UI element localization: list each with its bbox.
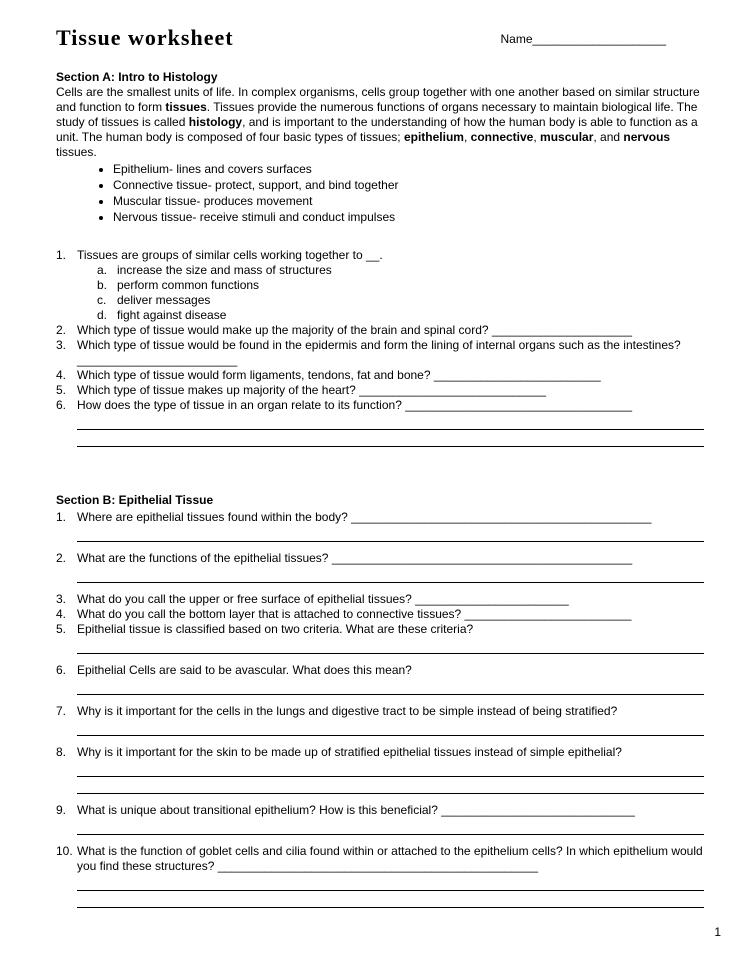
question-text: Where are epithelial tissues found within the body? _____________________________________________	[77, 510, 652, 524]
answer-line	[77, 874, 704, 891]
question-text: Which type of tissue would make up the majority of the brain and spinal cord? _____________________	[77, 323, 633, 337]
question-text: Why is it important for the cells in the lungs and digestive tract to be simple instead of being stratified?	[77, 704, 618, 718]
answer-line	[77, 566, 704, 583]
intro-bold-connective: connective	[470, 130, 534, 144]
question-number: 1.	[56, 510, 67, 524]
question-number: 8.	[56, 745, 67, 759]
question-body	[77, 663, 704, 695]
question-body	[77, 745, 704, 794]
answer-line	[77, 891, 704, 908]
option-b	[97, 278, 704, 293]
answer-line	[77, 637, 704, 654]
question-text: What do you call the upper or free surface of epithelial tissues? _______________________	[77, 592, 569, 606]
question-number: 1.	[56, 248, 67, 262]
question-body	[77, 551, 704, 583]
question-number: 5.	[56, 622, 67, 636]
question-a2	[56, 323, 704, 338]
question-b7	[56, 704, 704, 736]
question-text: How does the type of tissue in an organ relate to its function? __________________________________	[77, 398, 633, 412]
question-b1	[56, 510, 704, 542]
option-text: fight against disease	[117, 308, 227, 322]
answer-line	[77, 678, 704, 695]
section-b-heading: Section B: Epithelial Tissue	[56, 493, 214, 507]
question-a6	[56, 398, 704, 447]
intro-bold-tissues: tissues	[165, 100, 207, 114]
question-body	[77, 338, 704, 368]
list-item-muscular: • Muscular tissue- produces movement	[113, 194, 704, 209]
question-number: 10.	[56, 844, 73, 858]
question-text: Which type of tissue would be found in the epidermis and form the lining of internal organs such as the intestines? ________________________	[77, 338, 681, 367]
question-number: 9.	[56, 803, 67, 817]
question-body	[77, 704, 704, 736]
intro-text: ,	[533, 130, 541, 144]
option-a	[97, 263, 704, 278]
option-text: increase the size and mass of structures	[117, 263, 332, 277]
question-text: What is unique about transitional epithelium? How is this beneficial? _____________________________	[77, 803, 635, 817]
option-text: deliver messages	[117, 293, 211, 307]
question-body	[77, 248, 704, 323]
name-field	[501, 32, 667, 47]
page-number: 1	[714, 925, 721, 939]
question-body	[77, 622, 704, 654]
intro-text: , and	[593, 130, 624, 144]
question-b2	[56, 551, 704, 583]
question-b6	[56, 663, 704, 695]
question-b10	[56, 844, 704, 908]
section-a-intro	[56, 85, 704, 160]
question-a1	[56, 248, 704, 323]
name-label: Name	[500, 32, 533, 46]
answer-line	[77, 525, 704, 542]
question-b5	[56, 622, 704, 654]
intro-bold-muscular: muscular	[540, 130, 594, 144]
question-text: Epithelial Cells are said to be avascular. What does this mean?	[77, 663, 412, 677]
question-number: 4.	[56, 607, 67, 621]
question-number: 4.	[56, 368, 67, 382]
question-text: What are the functions of the epithelial tissues? _____________________________________________	[77, 551, 633, 565]
question-b9	[56, 803, 704, 835]
answer-line	[77, 777, 704, 794]
intro-text: tissues.	[56, 145, 97, 159]
list-item-nervous: • Nervous tissue- receive stimuli and conduct impulses	[113, 210, 704, 225]
question-a4	[56, 368, 704, 383]
question-number: 7.	[56, 704, 67, 718]
answer-line	[77, 760, 704, 777]
header	[56, 26, 704, 50]
option-c	[97, 293, 704, 308]
question-body	[77, 383, 704, 398]
question-b4	[56, 607, 704, 622]
answer-line	[77, 430, 704, 447]
question-number: 5.	[56, 383, 67, 397]
question-number: 6.	[56, 398, 67, 412]
section-b-questions	[56, 510, 704, 908]
question-body	[77, 607, 704, 622]
question-a3	[56, 338, 704, 368]
intro-text: . Tissues provide the numerous functions of organs necessary to maintain biological life. The study of tissues is called	[56, 100, 698, 129]
question-text: Epithelial tissue is classified based on two criteria. What are these criteria?	[77, 622, 474, 636]
option-text: perform common functions	[117, 278, 260, 292]
question-text: Why is it important for the skin to be made up of stratified epithelial tissues instead of simple epithelial?	[77, 745, 622, 759]
question-text: What is the function of goblet cells and cilia found within or attached to the epithelium cells? In which epithelium would you find these structures? ________________________________________________	[77, 844, 703, 873]
question-number: 2.	[56, 323, 67, 337]
question-body	[77, 368, 704, 383]
section-a-heading: Section A: Intro to Histology	[56, 70, 218, 84]
question-number: 2.	[56, 551, 67, 565]
name-blank-line: ____________________	[532, 32, 666, 46]
question-b8	[56, 745, 704, 794]
intro-bold-nervous: nervous	[623, 130, 671, 144]
answer-line	[77, 818, 704, 835]
intro-bold-histology: histology	[188, 115, 243, 129]
intro-text: ,	[463, 130, 471, 144]
option-letter: c.	[97, 293, 107, 307]
option-letter: a.	[97, 263, 108, 277]
answer-line	[77, 719, 704, 736]
question-b3	[56, 592, 704, 607]
intro-text: , and is important to the understanding of how the human body is able to function as a unit. The human body is composed of four basic types of tissues;	[56, 115, 698, 144]
answer-line	[77, 413, 704, 430]
question-body	[77, 510, 704, 542]
option-letter: b.	[97, 278, 108, 292]
intro-text: Cells are the smallest units of life. In complex organisms, cells group together with one another based on similar structure and function to form	[56, 85, 700, 114]
question-number: 3.	[56, 592, 67, 606]
question-body	[77, 398, 704, 447]
question-text: What do you call the bottom layer that is attached to connective tissues? _________________________	[77, 607, 632, 621]
list-item-connective: • Connective tissue- protect, support, and bind together	[113, 178, 704, 193]
question-body	[77, 323, 704, 338]
question-number: 3.	[56, 338, 67, 352]
option-d	[97, 308, 704, 323]
tissue-type-list	[56, 162, 704, 225]
question-text: Which type of tissue makes up majority of the heart? ____________________________	[77, 383, 546, 397]
question-text: Which type of tissue would form ligaments, tendons, fat and bone? _________________________	[77, 368, 601, 382]
intro-bold-epithelium: epithelium	[403, 130, 464, 144]
question-body	[77, 844, 704, 908]
option-letter: d.	[97, 308, 108, 322]
list-item-epithelium: • Epithelium- lines and covers surfaces	[113, 162, 704, 177]
question-number: 6.	[56, 663, 67, 677]
question-a5	[56, 383, 704, 398]
question-body	[77, 803, 704, 835]
question-a1-options	[97, 263, 704, 323]
section-a-questions	[56, 248, 704, 447]
question-text: Tissues are groups of similar cells working together to __.	[77, 248, 383, 262]
question-body	[77, 592, 704, 607]
document-title: Tissue worksheet	[56, 25, 234, 50]
